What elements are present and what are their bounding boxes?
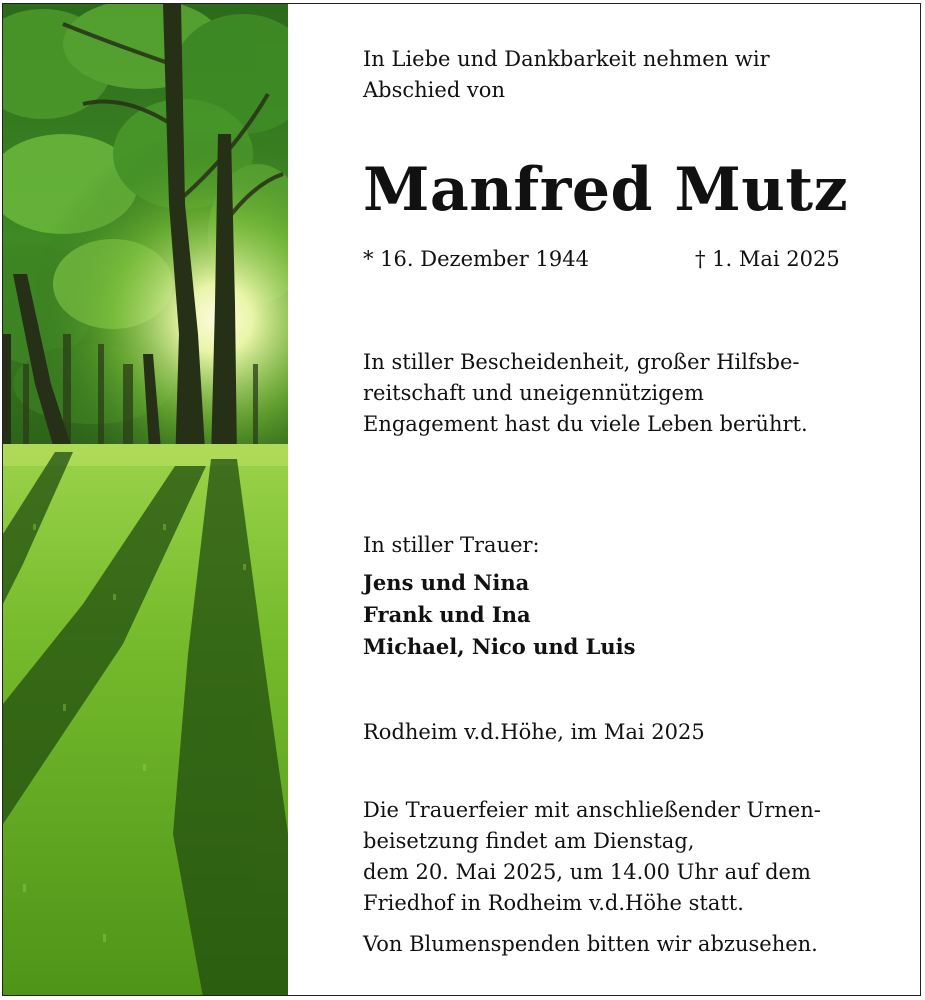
- tribute-text: [363, 347, 808, 440]
- mourner-name: Jens und Nina: [363, 570, 530, 595]
- mourners-list: [363, 567, 636, 663]
- tribute-line: Engagement hast du viele Leben berührt.: [363, 412, 808, 436]
- place-date: Rodheim v.d.Höhe, im Mai 2025: [363, 720, 705, 744]
- intro-line: In Liebe und Dankbarkeit nehmen wir: [363, 47, 770, 71]
- obituary-notice: [2, 3, 921, 996]
- flowers-note: Von Blumenspenden bitten wir abzusehen.: [363, 932, 818, 956]
- park-trees-photo: [3, 4, 288, 995]
- deceased-name: Manfred Mutz: [363, 155, 849, 225]
- funeral-line: Friedhof in Rodheim v.d.Höhe statt.: [363, 891, 744, 915]
- funeral-line: beisetzung findet am Dienstag,: [363, 829, 695, 853]
- funeral-line: dem 20. Mai 2025, um 14.00 Uhr auf dem: [363, 860, 811, 884]
- death-date: † 1. Mai 2025: [695, 247, 840, 271]
- intro-line: Abschied von: [363, 78, 505, 102]
- park-trees-illustration: [3, 4, 288, 996]
- mourner-name: Michael, Nico und Luis: [363, 634, 636, 659]
- funeral-line: Die Trauerfeier mit anschließender Urnen-: [363, 798, 821, 822]
- mourning-label: In stiller Trauer:: [363, 533, 540, 557]
- tribute-line: In stiller Bescheidenheit, großer Hilfsbe-: [363, 350, 800, 374]
- mourner-name: Frank und Ina: [363, 602, 531, 627]
- birth-date: * 16. Dezember 1944: [363, 247, 589, 271]
- tribute-line: reitschaft und uneigennützigem: [363, 381, 704, 405]
- funeral-info: [363, 795, 821, 919]
- intro-text: [363, 44, 770, 106]
